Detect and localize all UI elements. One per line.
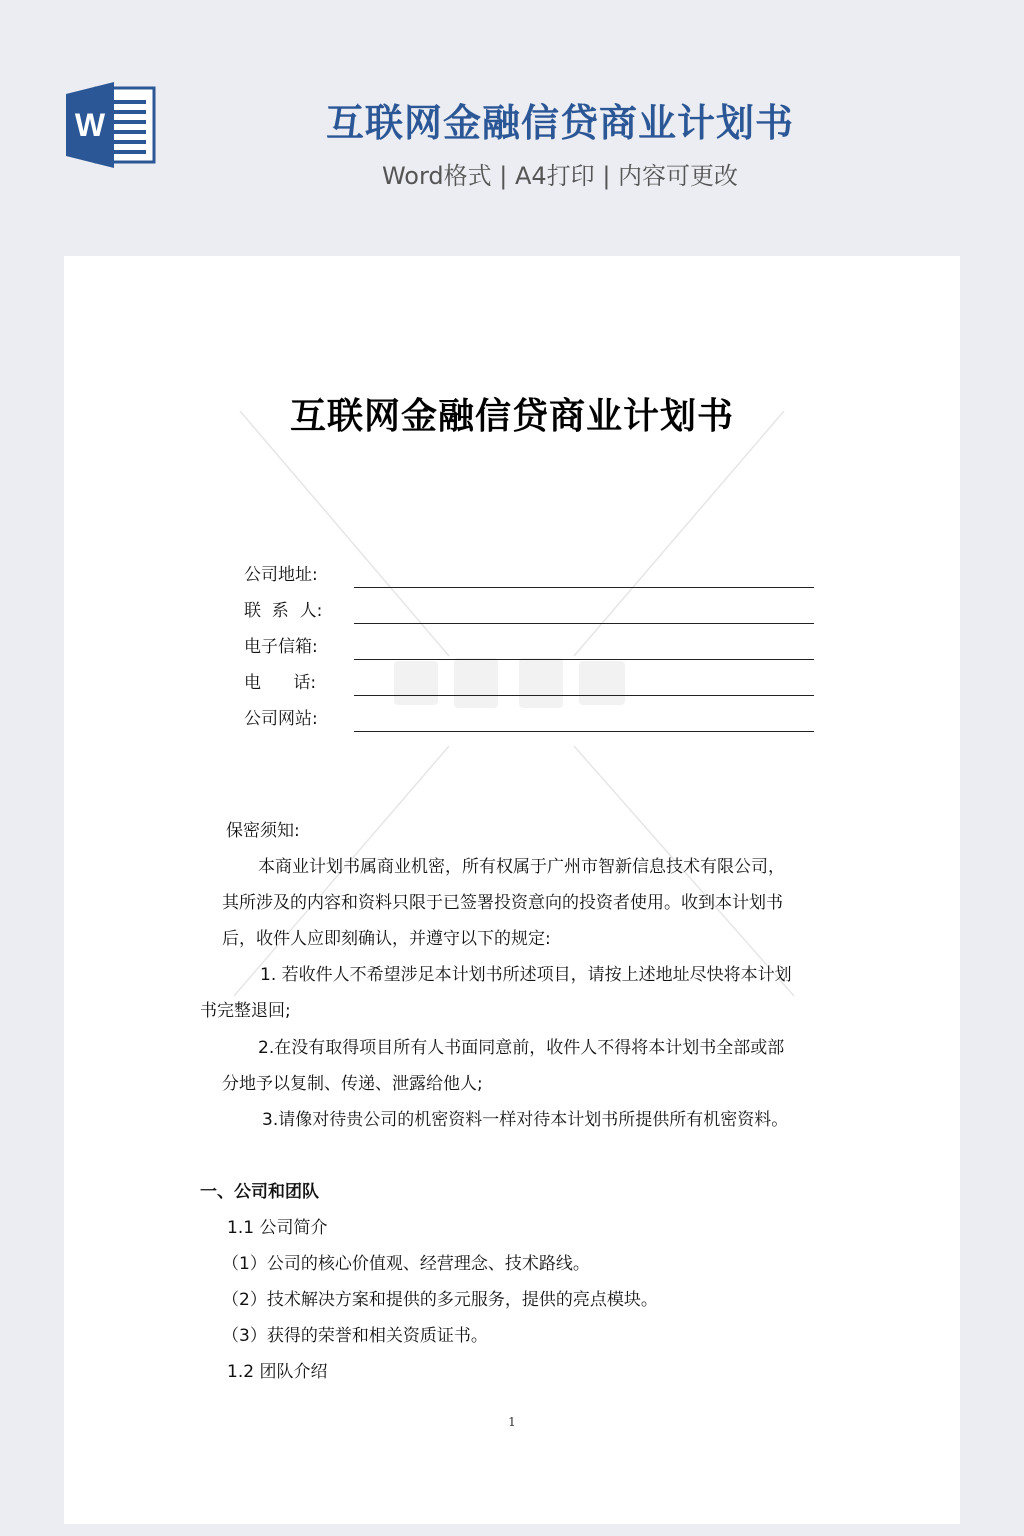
form-row-address [244,560,824,596]
confidentiality-line: 1. 若收件人不希望涉足本计划书所述项目，请按上述地址尽快将本计划 [260,965,792,985]
document-title: 互联网金融信贷商业计划书 [289,396,734,437]
form-row-contact [244,596,824,632]
form-label: 电 话: [244,673,317,693]
form-row-phone [244,668,824,704]
form-label: 联 系 人: [244,601,323,621]
form-label: 公司网站: [244,709,318,729]
section-item: （3）获得的荣誉和相关资质证书。 [222,1326,488,1346]
contact-form [244,560,824,740]
form-underline [354,623,814,624]
confidentiality-line: 书完整退回; [200,1001,291,1021]
section-item: （2）技术解决方案和提供的多元服务，提供的亮点模块。 [222,1290,658,1310]
form-row-email [244,632,824,668]
confidentiality-line: 分地予以复制、传递、泄露给他人; [222,1074,483,1094]
form-row-website [244,704,824,740]
confidentiality-line: 本商业计划书属商业机密，所有权属于广州市智新信息技术有限公司， [258,857,785,877]
form-label: 公司地址: [244,565,318,585]
confidentiality-heading: 保密须知: [226,821,300,841]
confidentiality-line: 其所涉及的内容和资料只限于已签署投资意向的投资者使用。收到本计划书 [222,893,783,913]
page-number: 1 [508,1415,516,1429]
word-logo-letter: W [74,107,106,143]
section-heading: 一、公司和团队 [200,1182,319,1202]
header-title: 互联网金融信贷商业计划书 [325,101,794,145]
confidentiality-line: 后，收件人应即刻确认，并遵守以下的规定: [222,929,551,949]
form-underline [354,659,814,660]
confidentiality-line: 3.请像对待贵公司的机密资料一样对待本计划书所提供所有机密资料。 [262,1110,789,1130]
form-underline [354,587,814,588]
form-underline [354,695,814,696]
confidentiality-line: 2.在没有取得项目所有人书面同意前，收件人不得将本计划书全部或部 [258,1038,785,1058]
header-subtitle: Word格式 | A4打印 | 内容可更改 [381,162,739,190]
word-file-icon [66,82,156,168]
form-label: 电子信箱: [244,637,318,657]
form-underline [354,731,814,732]
section-item: 1.2 团队介绍 [227,1362,328,1382]
section-item: （1）公司的核心价值观、经营理念、技术路线。 [222,1254,590,1274]
section-item: 1.1 公司简介 [227,1218,328,1238]
document-page [64,256,960,1524]
